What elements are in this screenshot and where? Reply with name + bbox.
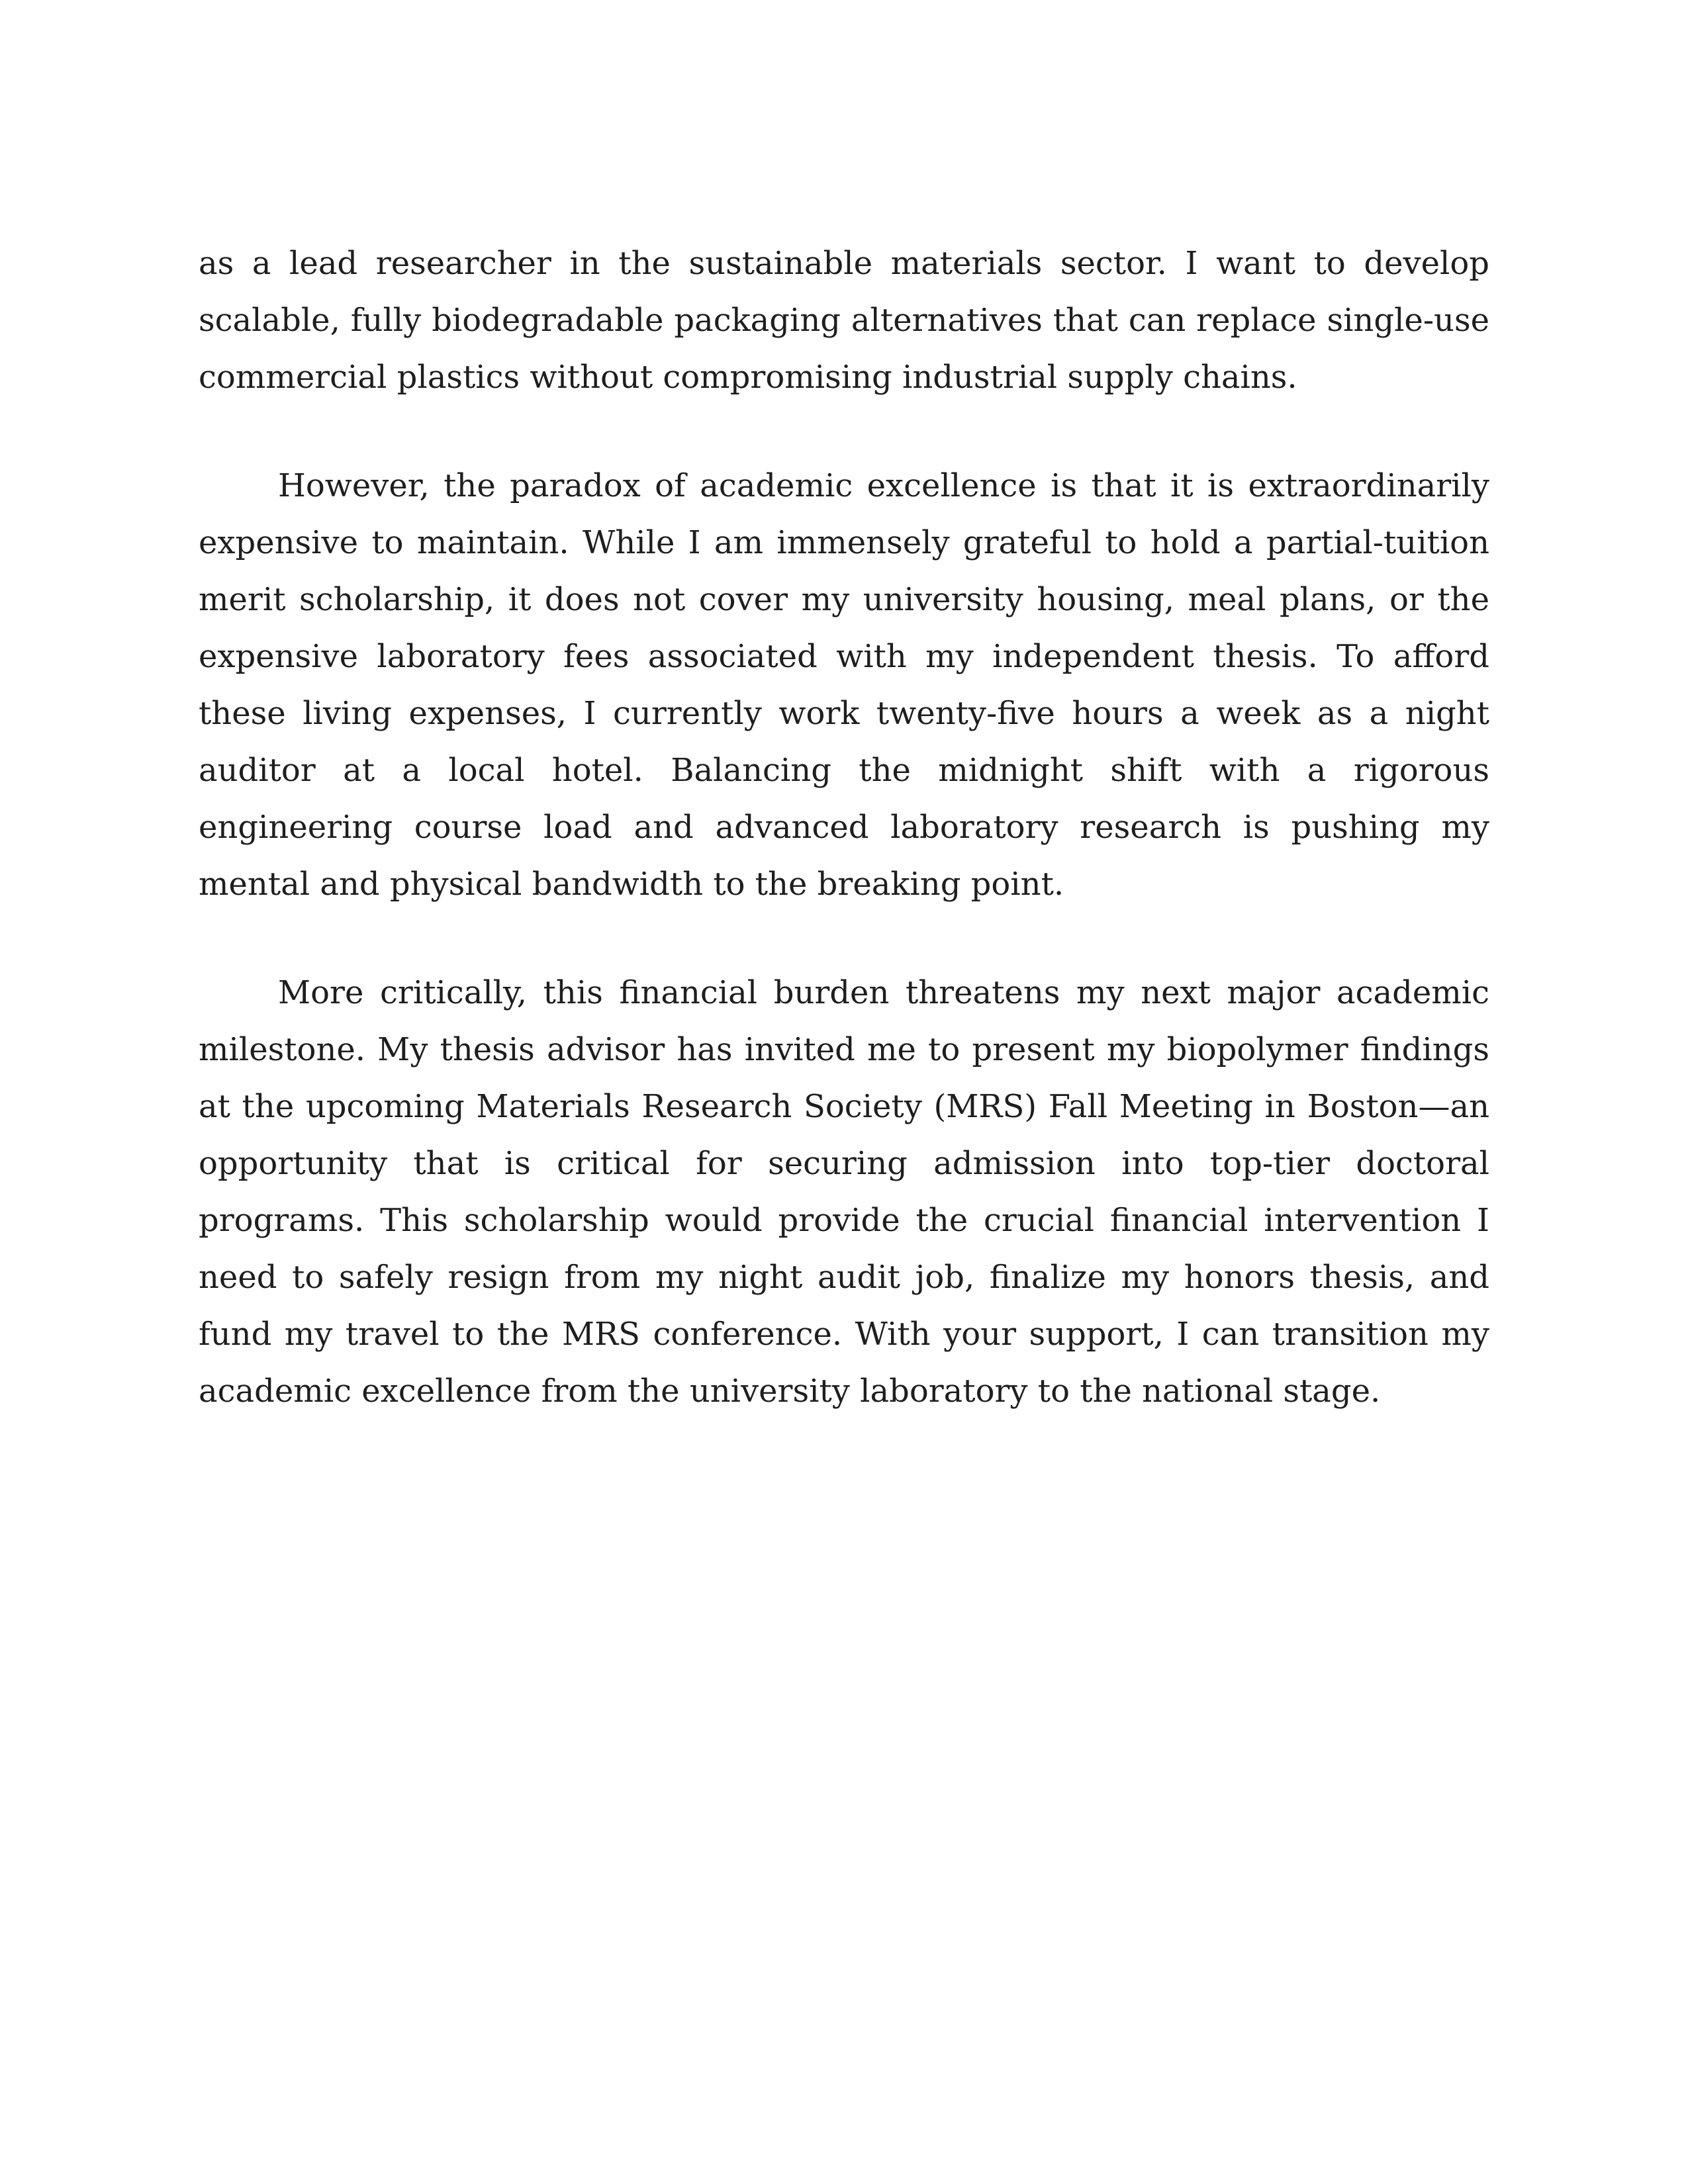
paragraph-academic-milestone: More critically, this financial burden threatens my next major academic milestone. My thesis advisor has invited me to present my biopolymer findings at the upcoming Materials Research Society (MRS) Fall Meeting in Boston—an opportunity that is critical for securing admission into top-tier doctoral programs. This scholarship would provide the crucial financial intervention I need to safely resign from my night audit job, finalize my honors thesis, and fund my travel to the MRS conference. With your support, I can transition my academic excellence from the university laboratory to the national stage.	[199, 974, 1489, 1410]
paragraph-continuation: as a lead researcher in the sustainable materials sector. I want to develop scalable, fully biodegradable packaging alternatives that can replace single-use commercial plastics without compromising industrial supply chains.	[199, 245, 1489, 396]
paragraph-financial-burden: However, the paradox of academic excellence is that it is extraordinarily expensive to maintain. While I am immensely grateful to hold a partial-tuition merit scholarship, it does not cover my university housing, meal plans, or the expensive laboratory fees associated with my independent thesis. To afford these living expenses, I currently work twenty-five hours a week as a night auditor at a local hotel. Balancing the midnight shift with a rigorous engineering course load and advanced laboratory research is pushing my mental and physical bandwidth to the breaking point.	[199, 467, 1489, 903]
document-body	[199, 235, 1489, 1471]
